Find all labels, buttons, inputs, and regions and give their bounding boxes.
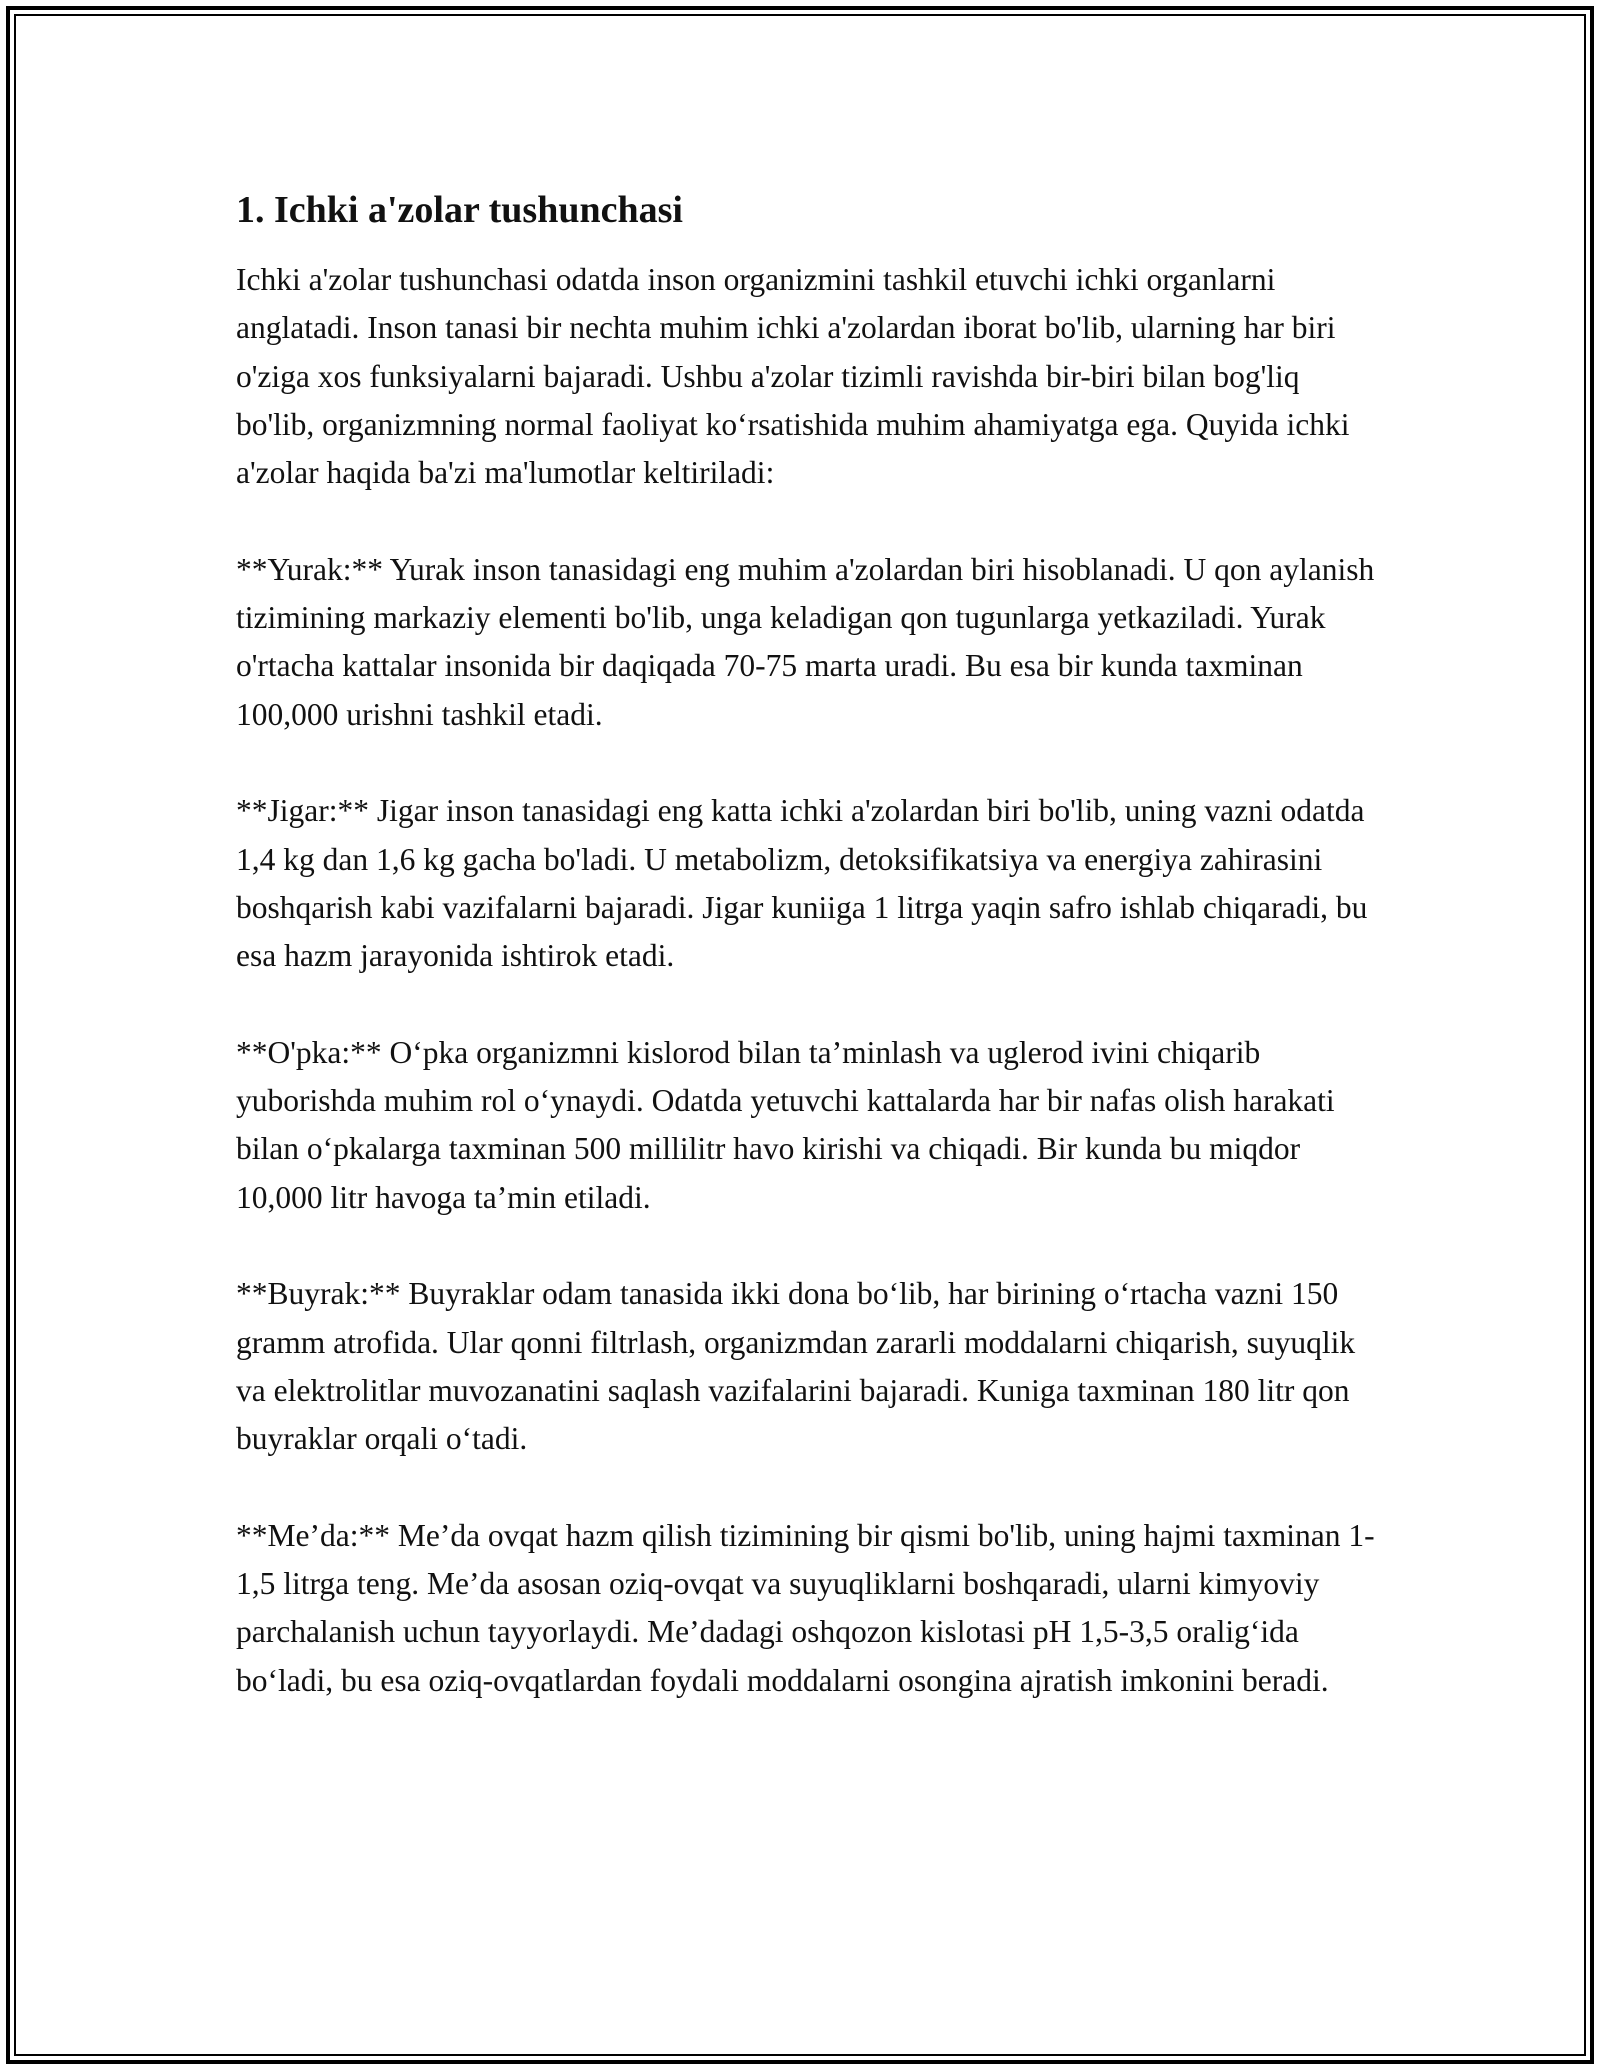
paragraph-jigar: **Jigar:** Jigar inson tanasidagi eng katta ichki a'zolardan biri bo'lib, uning vazni odatda 1,4 kg dan 1,6 kg gacha bo'ladi. U metabolizm, detoksifikatsiya va energiya zahirasini boshqarish kabi vazifalarni bajaradi. Jigar kuniiga 1 litrga yaqin safro ishlab chiqaradi, bu esa hazm jarayonida ishtirok etadi. [236,793,1368,974]
paragraph-buyrak: **Buyrak:** Buyraklar odam tanasida ikki dona bo‘lib, har birining o‘rtacha vazni 150 gramm atrofida. Ular qonni filtrlash, organizmdan zararli moddalarni chiqarish, suyuqlik va elektrolitlar muvozanatini saqlash vazifalarini bajaradi. Kuniga taxminan 180 litr qon buyraklar orqali o‘tadi. [236,1276,1356,1457]
document-body [236,186,1376,1753]
intro-paragraph: Ichki a'zolar tushunchasi odatda inson organizmini tashkil etuvchi ichki organlarni anglatadi. Inson tanasi bir nechta muhim ichki a'zolardan iborat bo'lib, ularning har biri o'ziga xos funksiyalarni bajaradi. Ushbu a'zolar tizimli ravishda bir-biri bilan bog'liq bo'lib, organizmning normal faoliyat ko‘rsatishida muhim ahamiyatga ega. Quyida ichki a'zolar haqida ba'zi ma'lumotlar keltiriladi: [236,262,1350,491]
section-heading: 1. Ichki a'zolar tushunchasi [236,189,683,231]
paragraph-yurak: **Yurak:** Yurak inson tanasidagi eng muhim a'zolardan biri hisoblanadi. U qon aylanish tizimining markaziy elementi bo'lib, unga keladigan qon tugunlarga yetkaziladi. Yurak o'rtacha kattalar insonida bir daqiqada 70-75 marta uradi. Bu esa bir kunda taxminan 100,000 urishni tashkil etadi. [236,551,1375,732]
paragraph-meda: **Me’da:** Me’da ovqat hazm qilish tizimining bir qismi bo'lib, uning hajmi taxminan 1-1,5 litrga teng. Me’da asosan oziq-ovqat va suyuqliklarni boshqaradi, ularni kimyoviy parchalanish uchun tayyorlaydi. Me’dadagi oshqozon kislotasi pH 1,5-3,5 oralig‘ida bo‘ladi, bu esa oziq-ovqatlardan foydali moddalarni osongina ajratish imkonini beradi. [236,1517,1375,1698]
paragraph-opka: **O'pka:** O‘pka organizmni kislorod bilan ta’minlash va uglerod ivini chiqarib yuborishda muhim rol o‘ynaydi. Odatda yetuvchi kattalarda har bir nafas olish harakati bilan o‘pkalarga taxminan 500 millilitr havo kirishi va chiqadi. Bir kunda bu miqdor 10,000 litr havoga ta’min etiladi. [236,1034,1335,1215]
